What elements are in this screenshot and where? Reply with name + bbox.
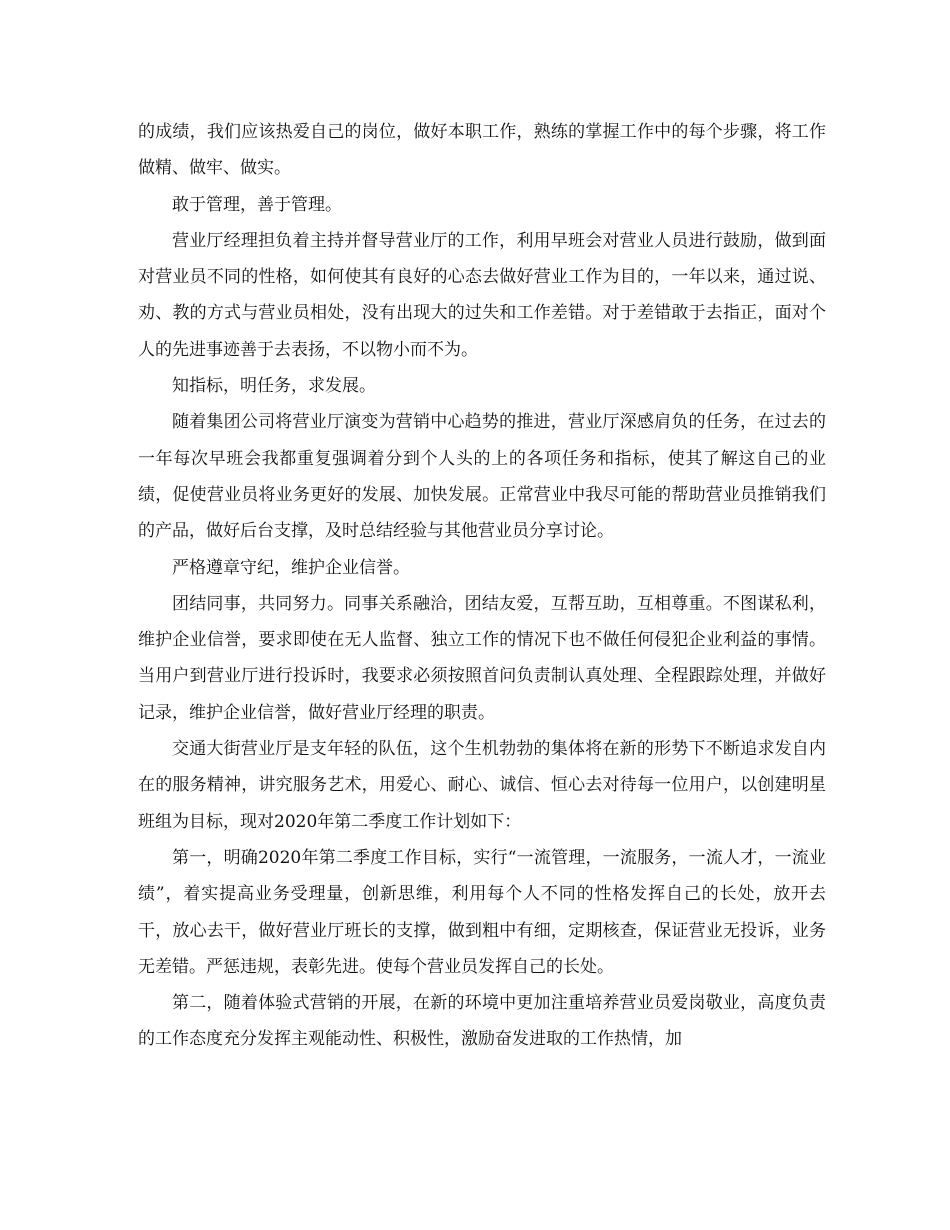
document-body xyxy=(138,114,826,1058)
paragraph-9: 第一，明确2020年第二季度工作目标，实行“一流管理，一流服务，一流人才，一流业绩”，着实提高业务受理量，创新思维，利用每个人不同的性格发挥自己的长处，放开去干，放心去干，做好营业厅班长的支撑，做到粗中有细，定期核查，保证营业无投诉，业务无差错。严惩违规，表彰先进。使每个营业员发挥自己的长处。 xyxy=(138,847,826,977)
paragraph-5: 随着集团公司将营业厅演变为营销中心趋势的推进，营业厅深感肩负的任务，在过去的一年每次早班会我都重复强调着分到个人头的上的各项任务和指标，使其了解这自己的业绩，促使营业员将业务更好的发展、加快发展。正常营业中我尽可能的帮助营业员推销我们的产品，做好后台支撑，及时总结经验与其他营业员分享讨论。 xyxy=(138,412,826,542)
paragraph-3: 营业厅经理担负着主持并督导营业厅的工作，利用早班会对营业人员进行鼓励，做到面对营业员不同的性格，如何使其有良好的心态去做好营业工作为目的，一年以来，通过说、劝、教的方式与营业员相处，没有出现大的过失和工作差错。对于差错敢于去指正，面对个人的先进事迹善于去表扬，不以物小而不为。 xyxy=(138,230,826,360)
paragraph-2-heading: 敢于管理，善于管理。 xyxy=(172,194,342,215)
paragraph-4-heading: 知指标，明任务，求发展。 xyxy=(172,376,376,397)
paragraph-7: 团结同事，共同努力。同事关系融洽，团结友爱，互帮互助，互相尊重。不图谋私利，维护企业信誉，要求即使在无人监督、独立工作的情况下也不做任何侵犯企业利益的事情。当用户到营业厅进行投诉时，我要求必须按照首问负责制认真处理、全程跟踪处理，并做好记录，维护企业信誉，做好营业厅经理的职责。 xyxy=(138,593,826,723)
paragraph-6-heading: 严格遵章守纪，维护企业信誉。 xyxy=(172,557,410,578)
paragraph-10: 第二，随着体验式营销的开展，在新的环境中更加注重培养营业员爱岗敬业，高度负责的工作态度充分发挥主观能动性、积极性，激励奋发进取的工作热情，加 xyxy=(138,993,826,1050)
paragraph-1: 的成绩，我们应该热爱自己的岗位，做好本职工作，熟练的掌握工作中的每个步骤，将工作做精、做牢、做实。 xyxy=(138,122,826,179)
paragraph-8: 交通大街营业厅是支年轻的队伍，这个生机勃勃的集体将在新的形势下不断追求发自内在的服务精神，讲究服务艺术，用爱心、耐心、诚信、恒心去对待每一位用户，以创建明星班组为目标，现对2020年第二季度工作计划如下： xyxy=(138,739,826,832)
